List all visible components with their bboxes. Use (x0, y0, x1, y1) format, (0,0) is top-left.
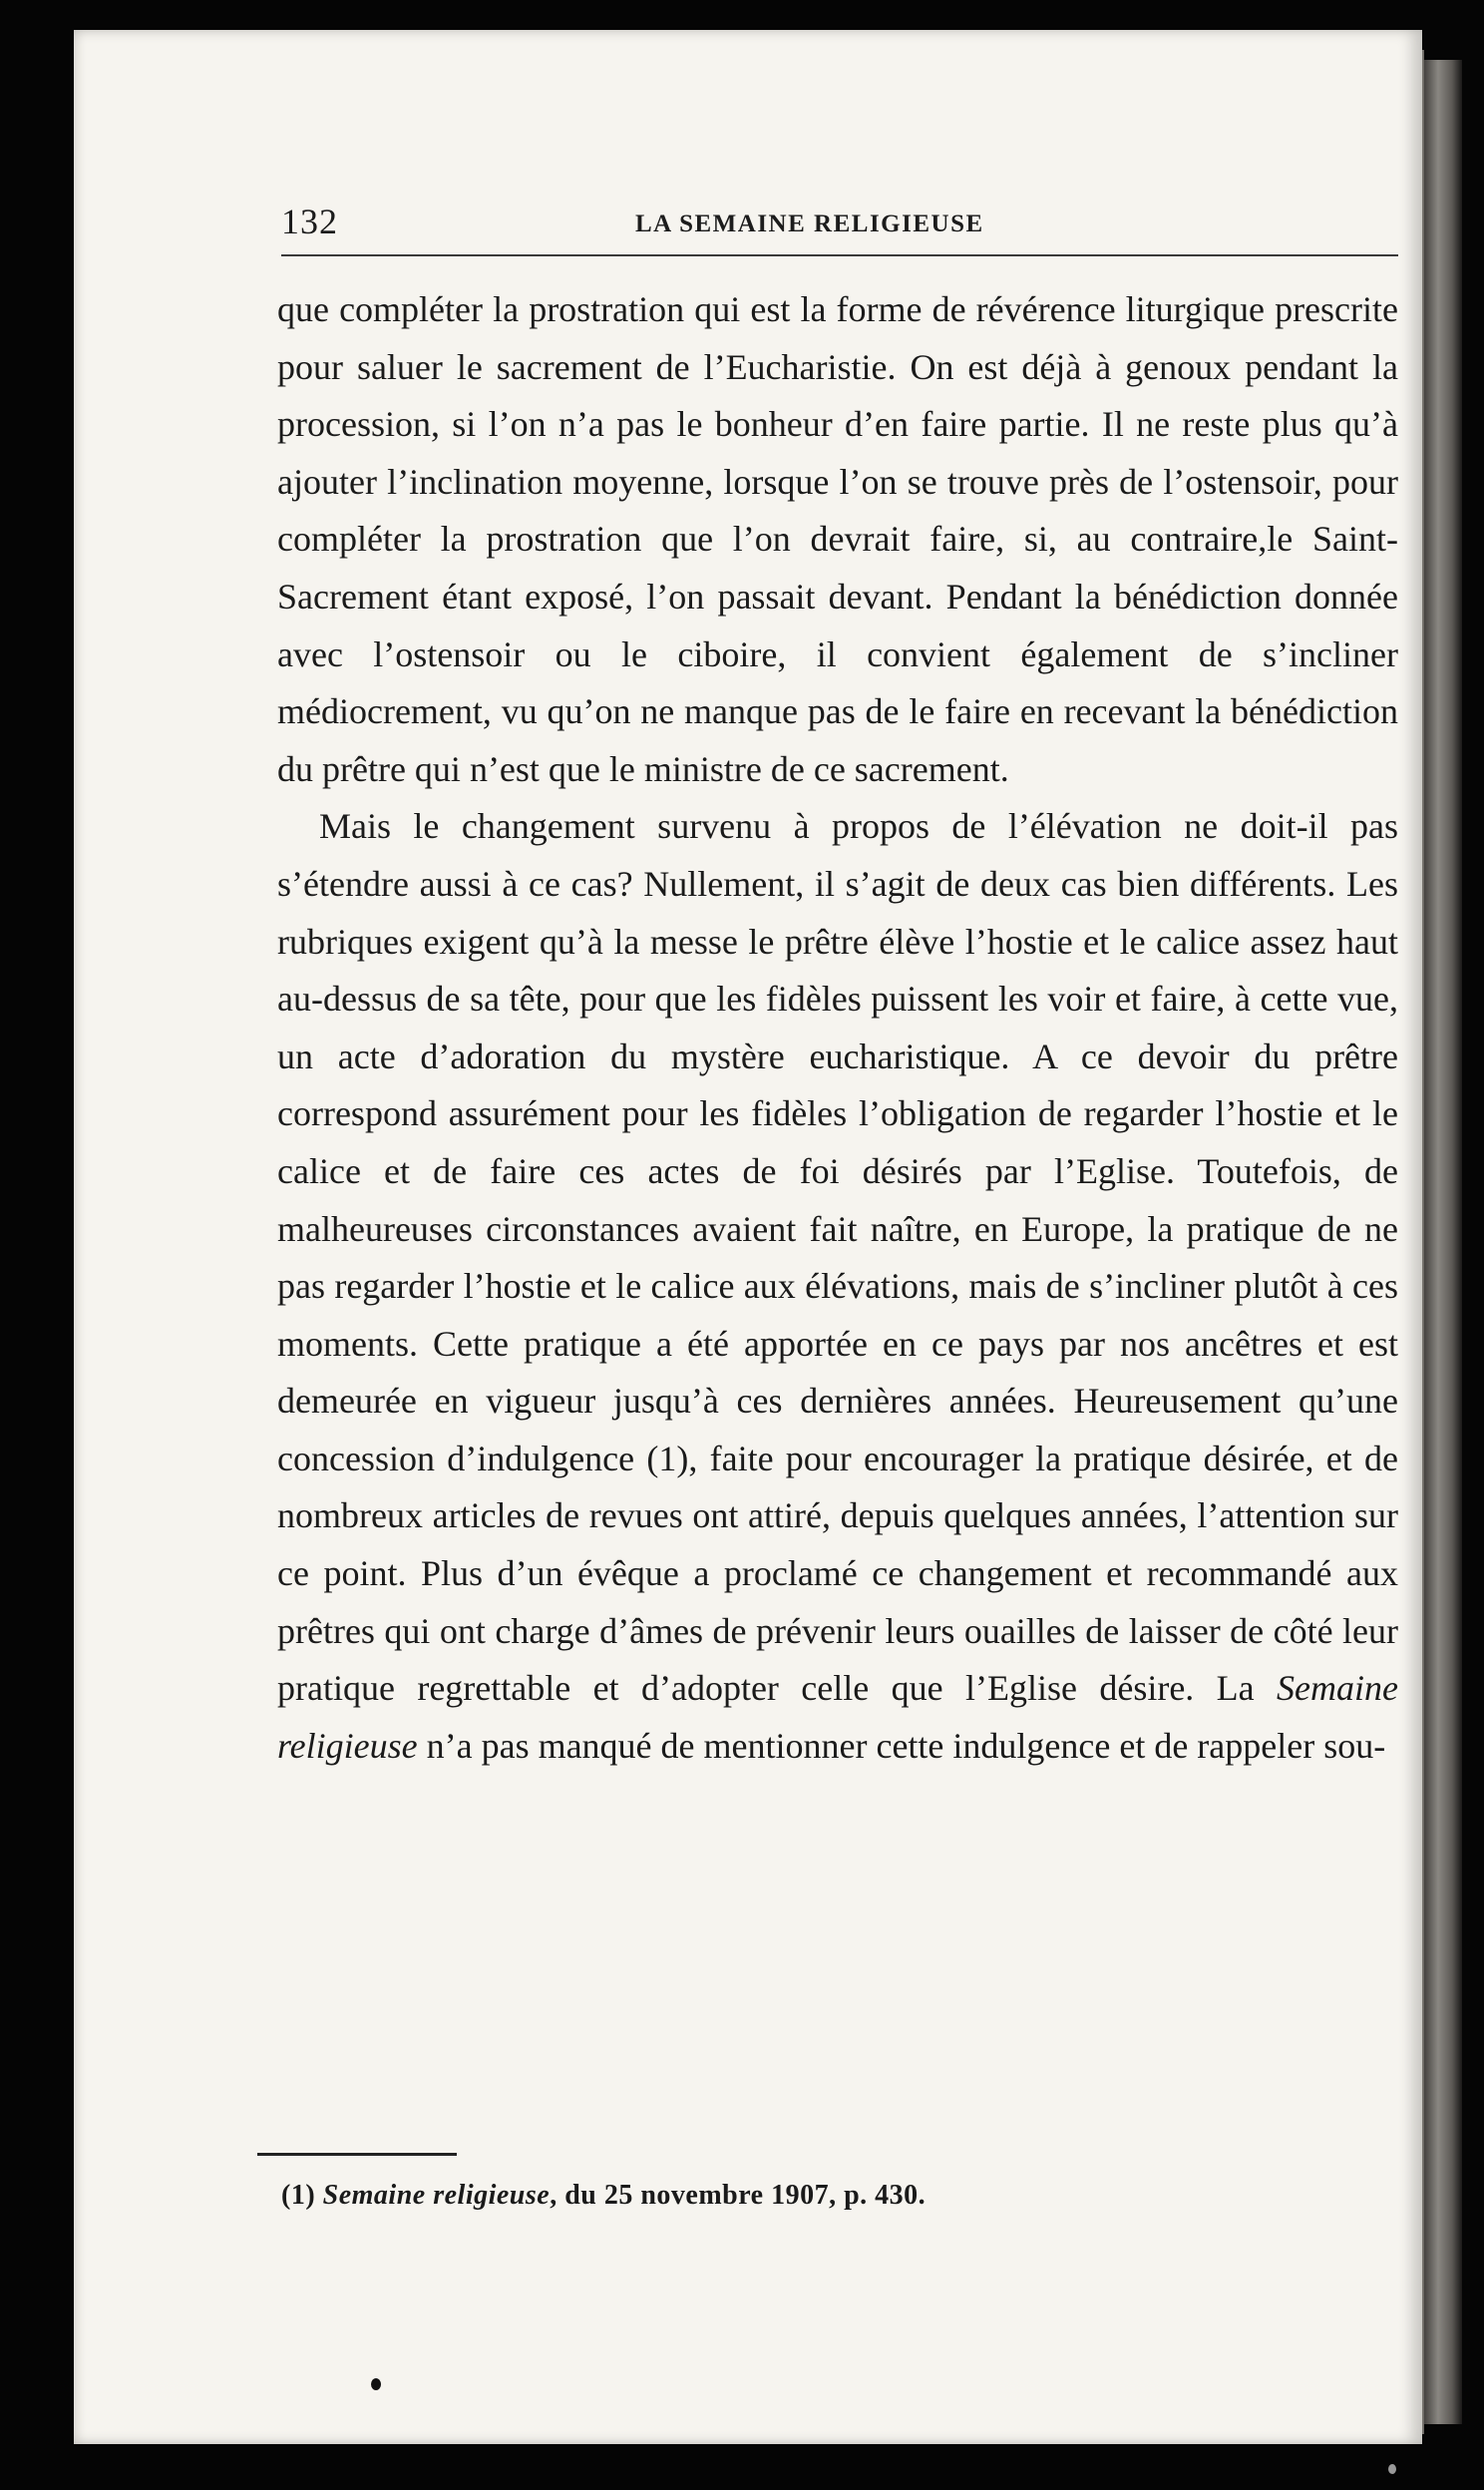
italic-title: Semaine religieuse (277, 1668, 1398, 1766)
body-paragraph (277, 281, 1398, 798)
body-paragraph (277, 798, 1398, 1775)
ink-speck (371, 2378, 381, 2390)
footnote-marker: (1) (281, 2180, 316, 2211)
ink-speck (1388, 2464, 1396, 2474)
book-spine (1422, 60, 1462, 2424)
page-header (281, 195, 1398, 256)
page-number: 132 (281, 202, 338, 241)
running-head: LA SEMAINE RELIGIEUSE (635, 210, 984, 237)
paragraph-text: n’a pas manqué de mentionner cette indulgence et de rappeler sou- (417, 1725, 1386, 1766)
footnote-details: , du 25 novembre 1907, p. 430. (550, 2180, 927, 2211)
paragraph-text: que compléter la prostration qui est la forme de révérence liturgique prescrite pour saluer le sacrement de l’Eucharistie. On est déjà à genoux pendant la procession, si l’on n’a pas le bonheur d’en faire partie. Il ne reste plus qu’à ajouter l’inclination moyenne, lorsque l’on se trouve près de l’ostensoir, pour compléter la prostration que l’on devrait faire, si, au contraire,le Saint-Sacrement étant exposé, l’on passait devant. Pendant la bénédiction donnée avec l’ostensoir ou le ciboire, il convient également de s’incliner médiocrement, vu qu’on ne manque pas de le faire en recevant la bénédiction du prêtre qui n’est que le ministre de ce sacrement. (277, 289, 1398, 789)
body-text (277, 281, 1398, 1775)
footnote-rule (257, 2153, 457, 2156)
footnote-source: Semaine religieuse (322, 2180, 551, 2211)
paragraph-text: Mais le changement survenu à propos de l’élévation ne doit-il pas s’étendre aussi à ce cas? Nullement, il s’agit de deux cas bien différents. Les rubriques exigent qu’à la messe le prêtre élève l’hostie et le calice assez haut au-dessus de sa tête, pour que les fidèles puissent les voir et faire, à cette vue, un acte d’adoration du mystère eucharistique. A ce devoir du prêtre correspond assurément pour les fidèles l’obligation de regarder l’hostie et le calice et de faire ces actes de foi désirés par l’Eglise. Toutefois, de malheureuses circonstances avaient fait naître, en Europe, la pratique de ne pas regarder l’hostie et le calice aux élévations, mais de s’incliner plutôt à ces moments. Cette pratique a été apportée en ce pays par nos ancêtres et est demeurée en vigueur jusqu’à ces dernières années. Heureusement qu’une concession d’indulgence (1), faite pour encourager la pratique désirée, et de nombreux articles de revues ont attiré, depuis quelques années, l’attention sur ce point. Plus d’un évêque a proclamé ce changement et recommandé aux prêtres qui ont charge d’âmes de prévenir leurs ouailles de laisser de côté leur pratique regrettable et d’adopter celle que l’Eglise désire. La (277, 806, 1398, 1709)
footnote (281, 2180, 1378, 2212)
